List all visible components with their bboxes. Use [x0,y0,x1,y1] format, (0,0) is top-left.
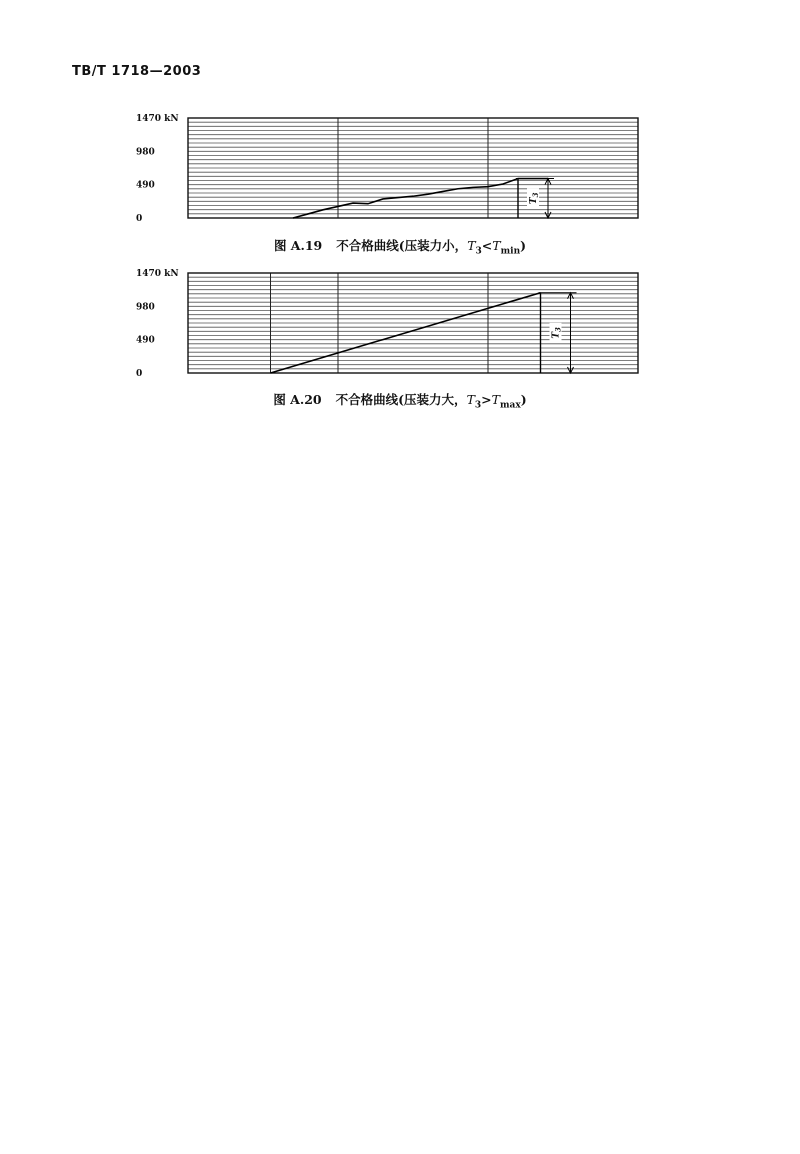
y-tick-label: 490 [136,180,155,191]
caption-var2: T [491,392,500,407]
figure-number: 图 A.19 [273,238,323,253]
figure-caption-a20 [0,390,800,411]
caption-var-sub: 3 [475,246,482,257]
annotation-label: $T_3$ [551,327,563,339]
caption-text: 不合格曲线(压装力小， [336,238,468,253]
y-tick-label: 980 [136,302,155,313]
figure-number: 图 A.20 [273,392,322,407]
caption-op: < [481,238,493,253]
annotation-label: $T_3$ [528,192,540,205]
figure-caption-a19 [0,236,800,257]
y-tick-label: 1470 kN [136,114,179,124]
standard-number: TB/T 1718—2003 [72,64,202,79]
y-tick-label: 1470 kN [136,269,179,279]
caption-var-sub: 3 [474,400,482,411]
caption-var2: T [492,238,501,253]
caption-var2-sub: min [500,246,521,257]
caption-close: ) [520,392,527,407]
caption-op: > [481,392,492,407]
caption-var2-sub: max [500,400,521,411]
force-curve [271,293,541,373]
force-chart-a20 [130,263,650,383]
caption-var: T [467,238,476,253]
caption-text: 不合格曲线(压装力大， [335,392,467,407]
caption-close: ) [520,238,527,253]
y-tick-label: 980 [136,147,155,158]
y-tick-label: 0 [136,214,143,224]
force-chart-a19 [130,108,650,228]
caption-var: T [466,392,475,407]
y-tick-label: 490 [136,335,155,346]
y-tick-label: 0 [136,369,143,379]
